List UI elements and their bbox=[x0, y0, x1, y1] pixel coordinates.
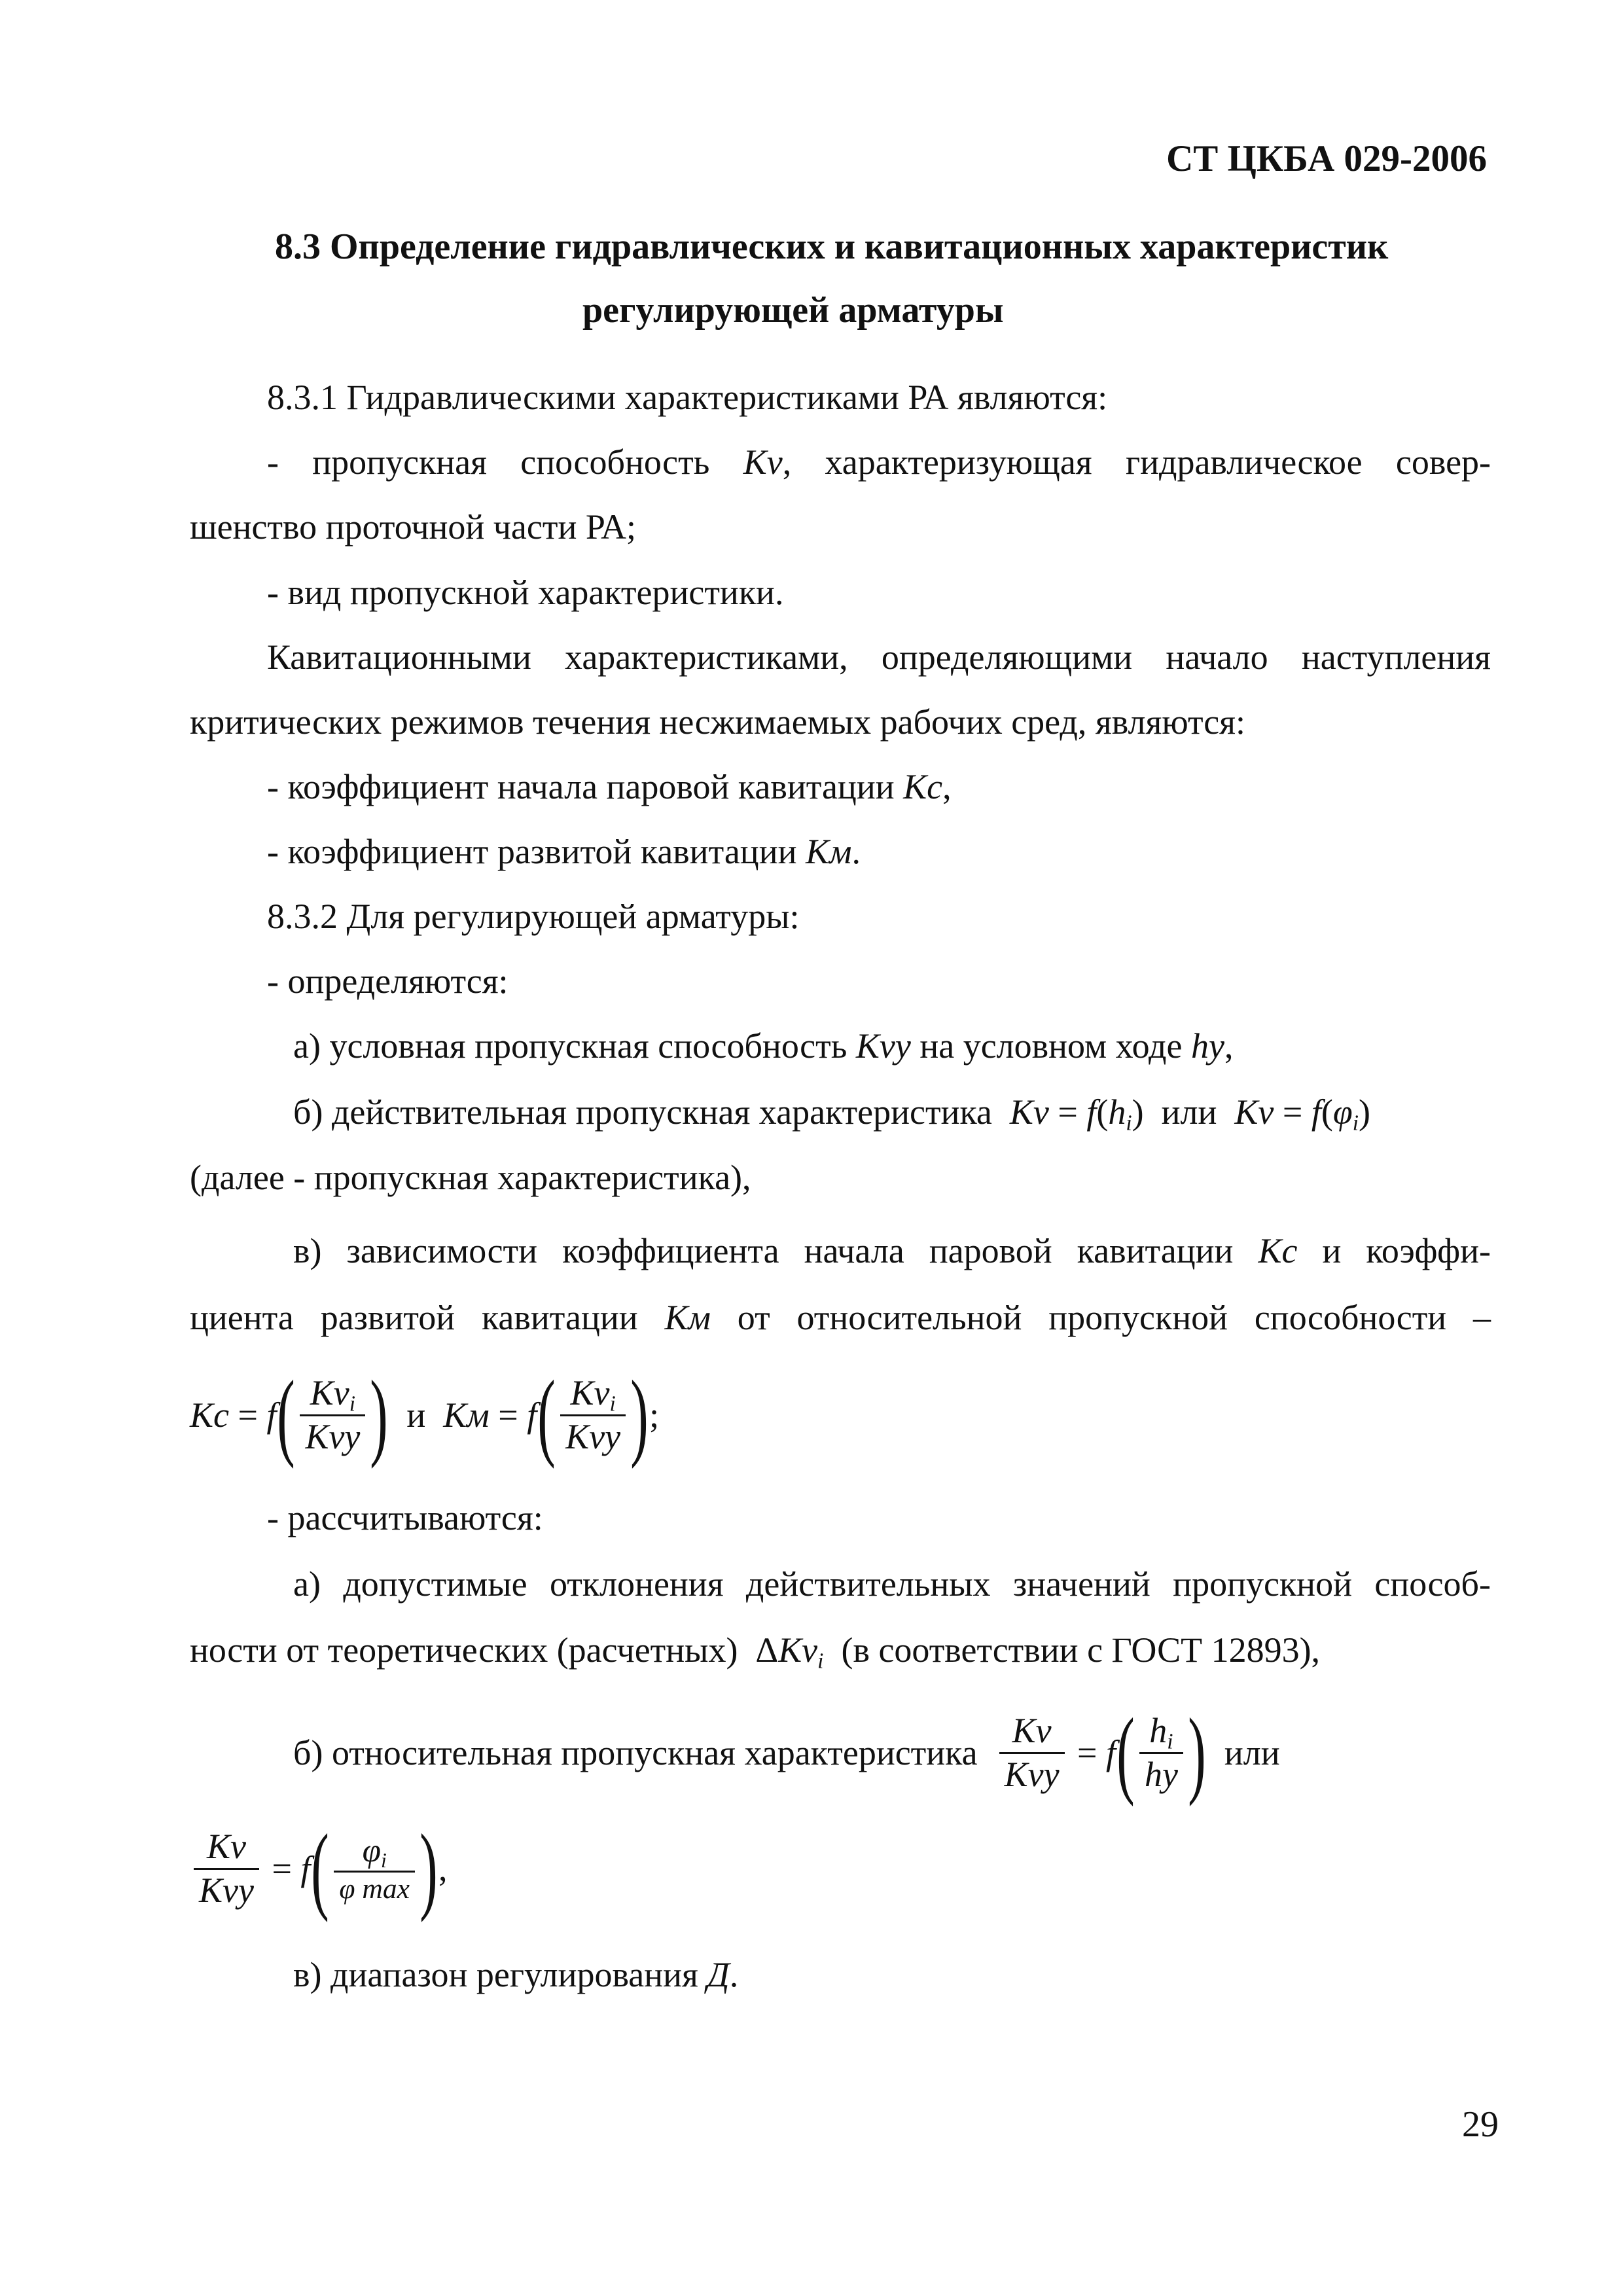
fraction-phi-phimax: $\frac{\varphi_i}{\text{φ max}}$ bbox=[334, 1831, 415, 1907]
p831-km-item: - коэффициент развитой кавитации Kм. bbox=[267, 832, 861, 871]
p832-item-b-cont: (далее - пропускная характеристика), bbox=[190, 1158, 751, 1197]
formula-kc-km: Kc = f ( $\frac{Kv_i}{\text{Kvy}}$ ) и Kм = f ( $\frac{Kv_i}{\text{Kvy}}$ ) ; bbox=[190, 1361, 660, 1469]
km-variable: Kм bbox=[806, 832, 852, 871]
p831-cav-line2: критических режимов течения несжимаемых рабочих сред, являются: bbox=[190, 702, 1246, 742]
p832-calc-b: б) относительная пропускная характеристика $\frac{Kv}{\text{Kvy}}$ = f ( $\frac{h_i}{hy}$ ) или bbox=[293, 1698, 1280, 1807]
section-title-line2: регулирующей арматуры bbox=[582, 290, 1004, 331]
p831-kc-item: - коэффициент начала паровой кавитации Kc, bbox=[267, 767, 952, 806]
formula-kv-phi-ratio: $\frac{Kv}{\text{Kvy}}$ = f ( $\frac{\varphi_i}{\text{φ max}}$ ) , bbox=[190, 1816, 448, 1921]
p832-calc-a-line1: а) допустимые отклонения действительных значений пропускной способ- bbox=[293, 1564, 1491, 1604]
p831-item1-cont: шенство проточной части РА; bbox=[190, 507, 636, 547]
p832-determined: - определяются: bbox=[267, 961, 508, 1001]
fraction-kv-kvy: $\frac{Kv}{\text{Kvy}}$ bbox=[999, 1710, 1065, 1795]
p832-item-v-line2: циента развитой кавитации Kм от относительной пропускной способности – bbox=[190, 1298, 1491, 1337]
fraction-kvi-kvy: $\frac{Kv_i}{\text{Kvy}}$ bbox=[300, 1372, 365, 1458]
formula-kv-h: $Kv = f(h_i)$ bbox=[1009, 1092, 1144, 1136]
section-title-line1: 8.3 Определение гидравлических и кавитационных характеристик bbox=[275, 226, 1389, 267]
p832-intro: 8.3.2 Для регулирующей арматуры: bbox=[267, 897, 800, 936]
kv-variable: Kv bbox=[743, 442, 783, 482]
delta-kvi: ΔKv$_i$ bbox=[755, 1630, 824, 1674]
kc-variable: Kc bbox=[903, 767, 943, 806]
p832-calc-v: в) диапазон регулирования Д. bbox=[293, 1955, 739, 1994]
p831-item1: - пропускная способность Kv, характеризующая гидравлическое совер- bbox=[267, 442, 1491, 482]
p832-item-a: а) условная пропускная способность Kvy на условном ходе hy, bbox=[293, 1026, 1234, 1066]
d-variable: Д bbox=[707, 1955, 730, 1994]
p831-intro: 8.3.1 Гидравлическими характеристиками РА являются: bbox=[267, 378, 1108, 417]
fraction-hi-hy: $\frac{h_i}{hy}$ bbox=[1139, 1710, 1183, 1795]
p831-item2: - вид пропускной характеристики. bbox=[267, 573, 784, 612]
p831-cav-line1: Кавитационными характеристиками, определяющими начало наступления bbox=[267, 637, 1491, 677]
kvy-variable: Kvy bbox=[855, 1026, 911, 1066]
document-code: СТ ЦКБА 029-2006 bbox=[1166, 138, 1487, 179]
p832-item-v-line1: в) зависимости коэффициента начала паровой кавитации Kc и коэффи- bbox=[293, 1231, 1491, 1270]
p832-calc-a-line2: ности от теоретических (расчетных) ΔKv$_i$ (в соответствии с ГОСТ 12893), bbox=[190, 1630, 1321, 1674]
fraction-kv-kvy-2: $\frac{Kv}{\text{Kvy}}$ bbox=[194, 1826, 259, 1911]
fraction-kvi-kvy-2: $\frac{Kv_i}{\text{Kvy}}$ bbox=[560, 1372, 626, 1458]
p832-item-b: б) действительная пропускная характеристика $Kv = f(h_i)$ или $Kv = f(\varphi_i)$ bbox=[293, 1092, 1371, 1136]
hy-variable: hy bbox=[1190, 1026, 1224, 1066]
p832-calculated: - рассчитываются: bbox=[267, 1498, 543, 1537]
page-number: 29 bbox=[1462, 2104, 1499, 2145]
formula-kv-phi: $Kv = f(\varphi_i)$ bbox=[1234, 1092, 1371, 1136]
